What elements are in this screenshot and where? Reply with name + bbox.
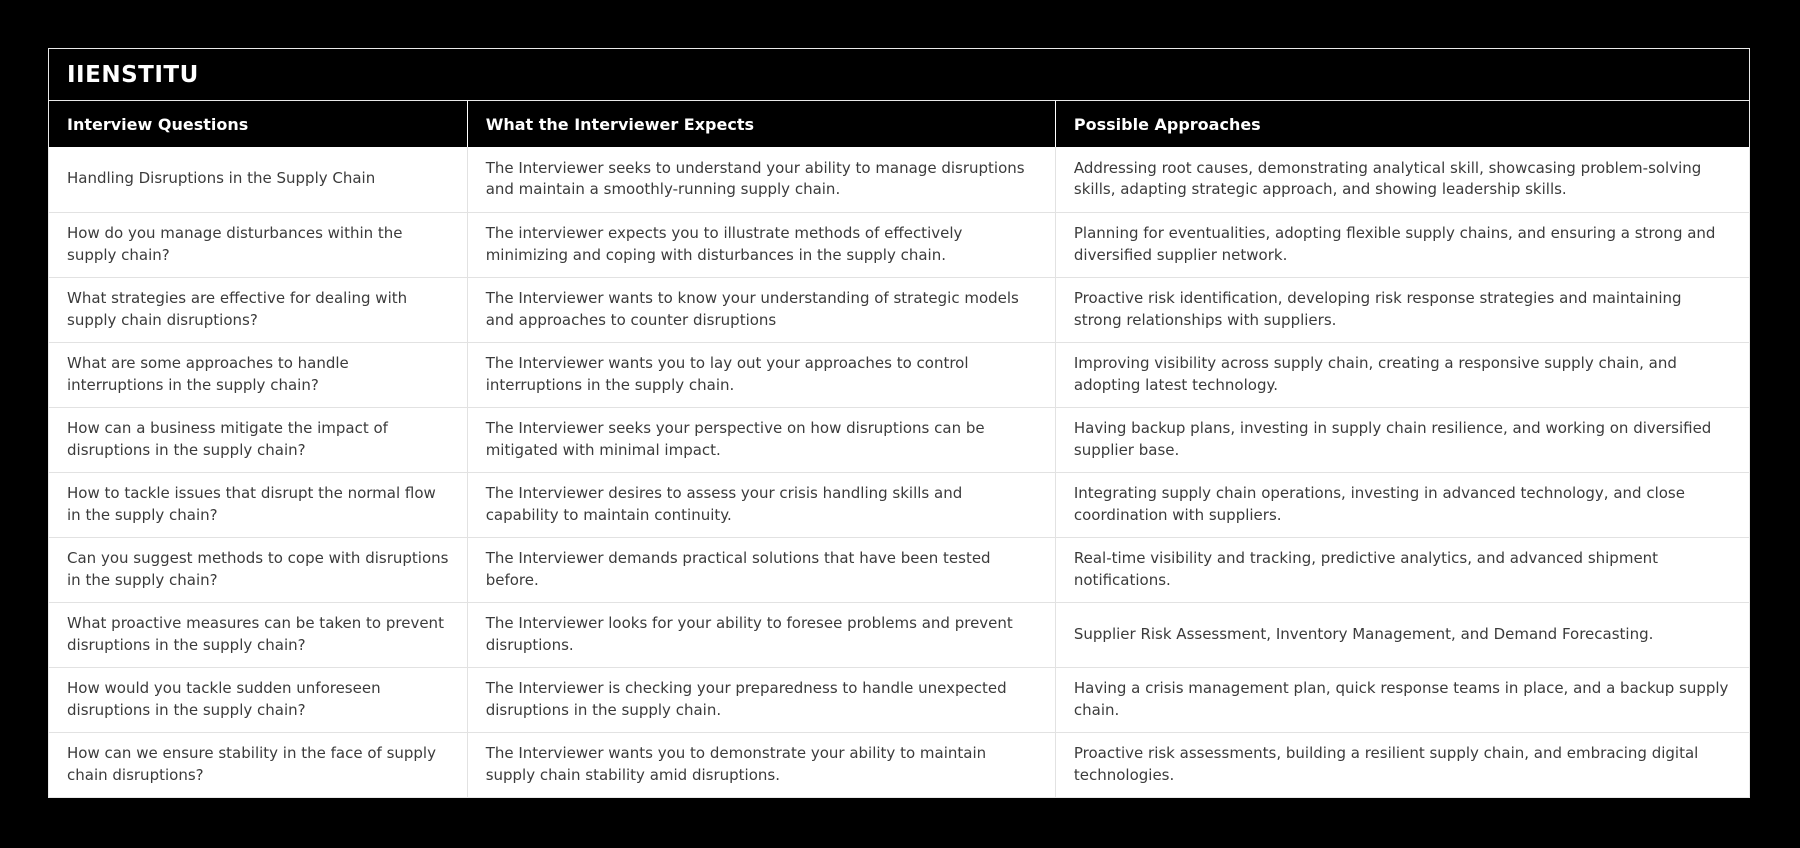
question-cell: How can we ensure stability in the face of supply chain disruptions? (49, 732, 467, 797)
approaches-cell: Addressing root causes, demonstrating analytical skill, showcasing problem-solving skills, adapting strategic approach, and showing leadership skills. (1055, 147, 1749, 212)
table-row (49, 407, 1749, 472)
expects-cell: The interviewer expects you to illustrate methods of effectively minimizing and coping with disturbances in the supply chain. (467, 212, 1055, 277)
page-title: IIENSTITU (67, 62, 199, 88)
expects-cell: The Interviewer demands practical solutions that have been tested before. (467, 537, 1055, 602)
approaches-cell: Proactive risk assessments, building a resilient supply chain, and embracing digital technologies. (1055, 732, 1749, 797)
expects-cell: The Interviewer seeks to understand your ability to manage disruptions and maintain a smoothly-running supply chain. (467, 147, 1055, 212)
brand-bar (49, 49, 1749, 101)
approaches-cell: Having backup plans, investing in supply chain resilience, and working on diversified supplier base. (1055, 407, 1749, 472)
interview-table-card (48, 48, 1750, 798)
column-header-interview-questions: Interview Questions (49, 101, 467, 147)
table-body (49, 147, 1749, 797)
column-header-possible-approaches: Possible Approaches (1055, 101, 1749, 147)
question-cell: How can a business mitigate the impact of disruptions in the supply chain? (49, 407, 467, 472)
approaches-cell: Having a crisis management plan, quick response teams in place, and a backup supply chain. (1055, 667, 1749, 732)
question-cell: Can you suggest methods to cope with disruptions in the supply chain? (49, 537, 467, 602)
approaches-cell: Real-time visibility and tracking, predictive analytics, and advanced shipment notifications. (1055, 537, 1749, 602)
expects-cell: The Interviewer is checking your preparedness to handle unexpected disruptions in the supply chain. (467, 667, 1055, 732)
approaches-cell: Supplier Risk Assessment, Inventory Management, and Demand Forecasting. (1055, 602, 1749, 667)
question-cell: What proactive measures can be taken to prevent disruptions in the supply chain? (49, 602, 467, 667)
expects-cell: The Interviewer wants you to lay out your approaches to control interruptions in the supply chain. (467, 342, 1055, 407)
question-cell: How to tackle issues that disrupt the normal flow in the supply chain? (49, 472, 467, 537)
question-cell: How do you manage disturbances within the supply chain? (49, 212, 467, 277)
approaches-cell: Proactive risk identification, developing risk response strategies and maintaining strong relationships with suppliers. (1055, 277, 1749, 342)
question-cell: What are some approaches to handle interruptions in the supply chain? (49, 342, 467, 407)
table-row (49, 602, 1749, 667)
approaches-cell: Planning for eventualities, adopting flexible supply chains, and ensuring a strong and diversified supplier network. (1055, 212, 1749, 277)
expects-cell: The Interviewer wants you to demonstrate your ability to maintain supply chain stability amid disruptions. (467, 732, 1055, 797)
table-row (49, 537, 1749, 602)
interview-questions-table (49, 101, 1749, 797)
approaches-cell: Improving visibility across supply chain, creating a responsive supply chain, and adopting latest technology. (1055, 342, 1749, 407)
table-row (49, 732, 1749, 797)
question-cell: Handling Disruptions in the Supply Chain (49, 147, 467, 212)
header-row (49, 101, 1749, 147)
table-row (49, 342, 1749, 407)
expects-cell: The Interviewer seeks your perspective on how disruptions can be mitigated with minimal impact. (467, 407, 1055, 472)
column-header-interviewer-expects: What the Interviewer Expects (467, 101, 1055, 147)
table-row (49, 212, 1749, 277)
expects-cell: The Interviewer desires to assess your crisis handling skills and capability to maintain continuity. (467, 472, 1055, 537)
table-row (49, 277, 1749, 342)
table-row (49, 472, 1749, 537)
approaches-cell: Integrating supply chain operations, investing in advanced technology, and close coordination with suppliers. (1055, 472, 1749, 537)
table-row (49, 667, 1749, 732)
question-cell: What strategies are effective for dealing with supply chain disruptions? (49, 277, 467, 342)
table-header (49, 101, 1749, 147)
expects-cell: The Interviewer looks for your ability to foresee problems and prevent disruptions. (467, 602, 1055, 667)
question-cell: How would you tackle sudden unforeseen disruptions in the supply chain? (49, 667, 467, 732)
table-row (49, 147, 1749, 212)
expects-cell: The Interviewer wants to know your understanding of strategic models and approaches to counter disruptions (467, 277, 1055, 342)
